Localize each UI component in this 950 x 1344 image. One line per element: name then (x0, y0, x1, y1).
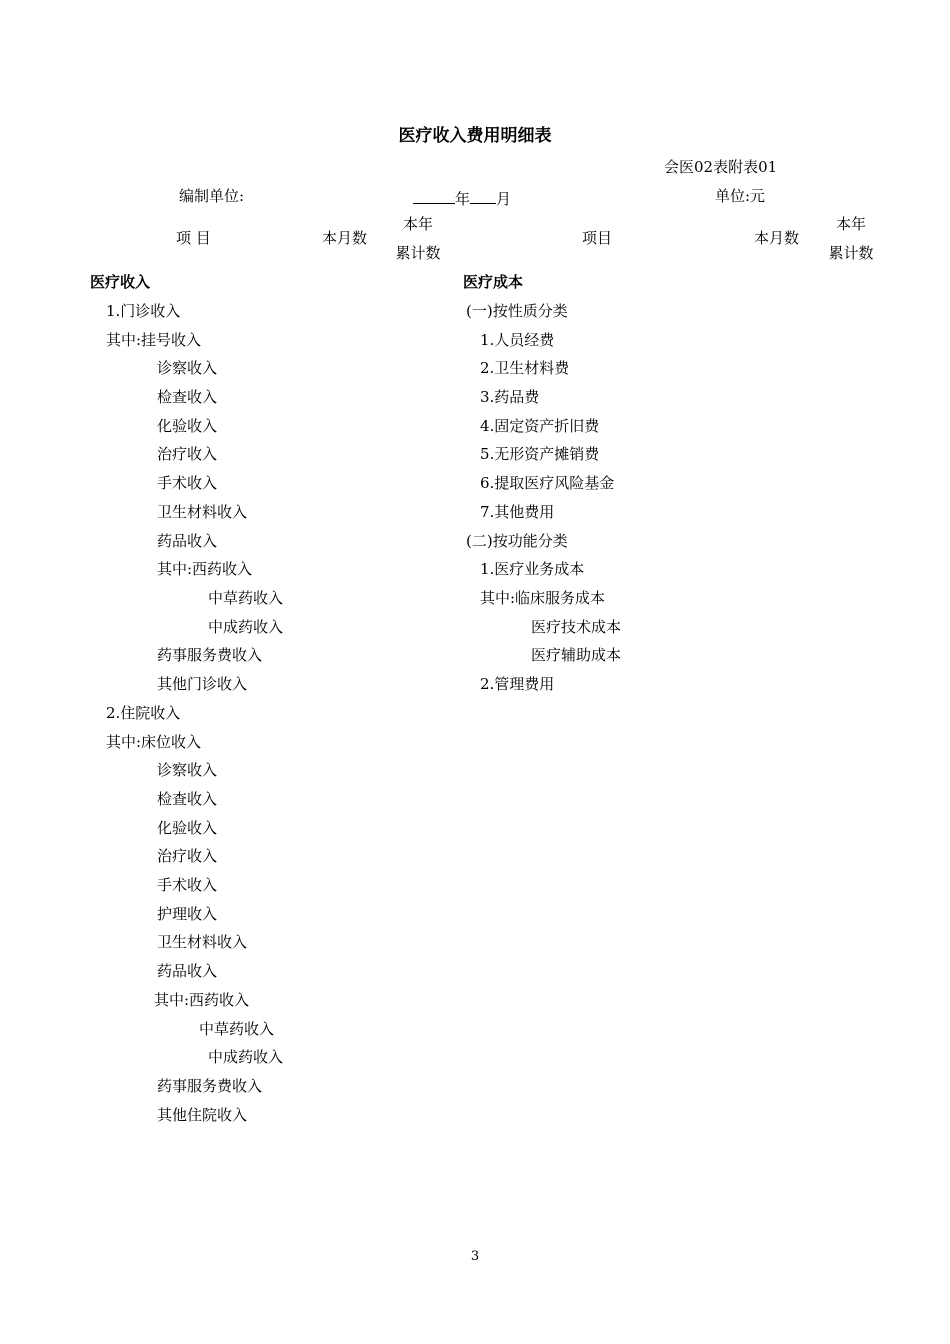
month-blank (470, 189, 496, 204)
right-row: 5.无形资产摊销费 (480, 445, 600, 463)
left-row: 护理收入 (157, 905, 218, 923)
left-row: 1.门诊收入 (106, 302, 181, 320)
page-title: 医疗收入费用明细表 (398, 126, 552, 146)
header-ytd-left-line1: 本年 (402, 215, 433, 233)
header-item-left: 项 目 (176, 229, 211, 247)
left-row: 药事服务费收入 (157, 1077, 263, 1095)
left-row: 2.住院收入 (106, 704, 181, 722)
month-label: 月 (496, 190, 512, 208)
left-row: 其中:床位收入 (106, 733, 202, 751)
left-row: 手术收入 (157, 876, 218, 894)
period-field (413, 189, 511, 207)
left-row: 其中:西药收入 (157, 560, 253, 578)
unit-label: 单位:元 (715, 187, 766, 205)
left-row: 检查收入 (157, 388, 218, 406)
header-ytd-right (821, 210, 881, 268)
right-row: 医疗技术成本 (531, 618, 622, 636)
right-row: 医疗辅助成本 (531, 646, 622, 664)
right-row: (二)按功能分类 (466, 532, 568, 550)
right-row: (一)按性质分类 (466, 302, 568, 320)
right-row: 1.人员经费 (480, 331, 555, 349)
header-month-right: 本月数 (754, 229, 800, 247)
left-row: 中草药收入 (208, 589, 284, 607)
left-row: 其他住院收入 (157, 1106, 248, 1124)
left-row: 卫生材料收入 (157, 503, 248, 521)
left-row: 中成药收入 (208, 1048, 284, 1066)
left-row: 卫生材料收入 (157, 933, 248, 951)
form-code: 会医02表附表01 (664, 158, 778, 176)
page-number: 3 (470, 1249, 480, 1264)
left-row: 其他门诊收入 (157, 675, 248, 693)
right-row: 7.其他费用 (480, 503, 555, 521)
left-row: 其中:西药收入 (154, 991, 250, 1009)
left-row: 诊察收入 (157, 359, 218, 377)
left-row: 治疗收入 (157, 445, 218, 463)
left-row: 检查收入 (157, 790, 218, 808)
year-blank (413, 189, 455, 204)
left-row: 中成药收入 (208, 618, 284, 636)
header-ytd-left-line2: 累计数 (395, 244, 441, 262)
right-row: 3.药品费 (480, 388, 540, 406)
right-row: 1.医疗业务成本 (480, 560, 585, 578)
left-row: 药品收入 (157, 532, 218, 550)
left-section-title: 医疗收入 (90, 273, 151, 291)
left-row: 手术收入 (157, 474, 218, 492)
header-ytd-right-line1: 本年 (835, 215, 866, 233)
header-item-right: 项目 (582, 229, 613, 247)
prepared-by-label: 编制单位: (179, 187, 245, 205)
left-row: 药品收入 (157, 962, 218, 980)
right-row: 4.固定资产折旧费 (480, 417, 600, 435)
left-row: 诊察收入 (157, 761, 218, 779)
left-row: 其中:挂号收入 (106, 331, 202, 349)
header-ytd-left (388, 210, 448, 268)
right-row: 6.提取医疗风险基金 (480, 474, 615, 492)
left-row: 化验收入 (157, 819, 218, 837)
right-row: 其中:临床服务成本 (480, 589, 606, 607)
year-label: 年 (455, 190, 471, 208)
header-ytd-right-line2: 累计数 (828, 244, 874, 262)
right-section-title: 医疗成本 (463, 273, 524, 291)
header-month-left: 本月数 (322, 229, 368, 247)
right-row: 2.管理费用 (480, 675, 555, 693)
left-row: 药事服务费收入 (157, 646, 263, 664)
left-row: 化验收入 (157, 417, 218, 435)
right-row: 2.卫生材料费 (480, 359, 570, 377)
left-row: 治疗收入 (157, 847, 218, 865)
left-row: 中草药收入 (199, 1020, 275, 1038)
